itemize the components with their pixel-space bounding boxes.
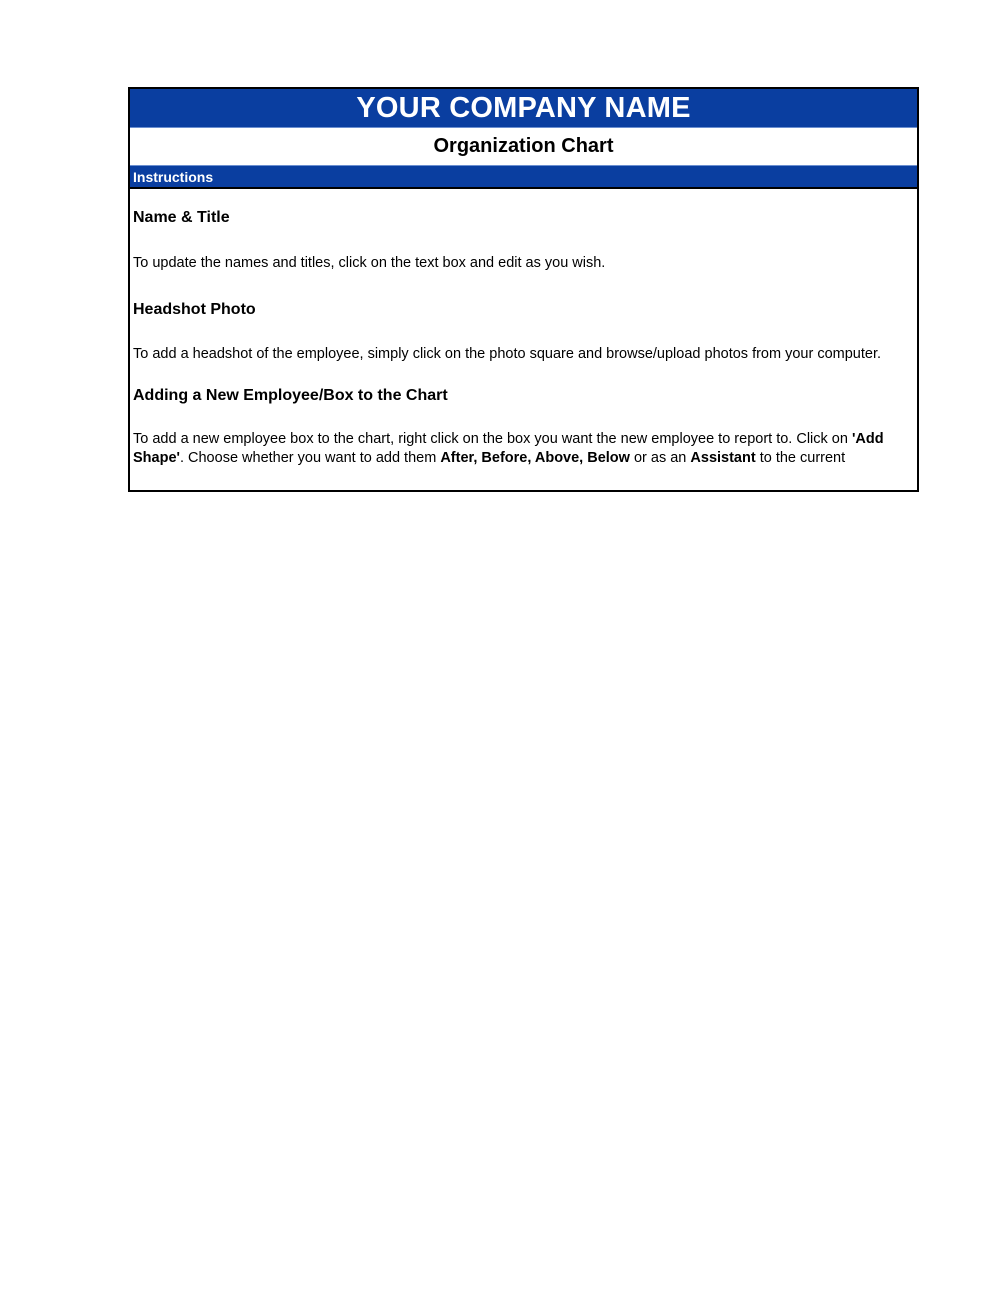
section-text-add-employee-line1 [133,429,884,449]
instructions-header [130,166,917,189]
section-heading-headshot: Headshot Photo [133,301,256,318]
text: or as an [629,450,691,466]
text: . Choose whether you want to add them [179,450,441,466]
text: to the current [755,450,846,466]
document-title-band [130,128,917,166]
company-name-banner [130,89,917,128]
bold-text: 'Add [851,431,884,447]
instructions-sheet [128,87,919,492]
section-text-name-title: To update the names and titles, click on the text box and edit as you wish. [133,255,606,271]
company-name[interactable]: YOUR COMPANY NAME [356,91,691,124]
section-heading-add-employee: Adding a New Employee/Box to the Chart [133,387,448,404]
section-text-headshot: To add a headshot of the employee, simply click on the photo square and browse/upload photos from your computer. [133,346,882,362]
bold-text: Assistant [690,450,756,466]
document-title: Organization Chart [433,135,614,157]
text: To add a new employee box to the chart, right click on the box you want the new employee to report to. Click on [133,431,852,447]
bold-text: After, Before, Above, Below [440,450,630,466]
bold-text: Shape' [133,450,180,466]
instructions-label: Instructions [133,168,214,185]
section-heading-name-title: Name & Title [133,209,230,226]
section-text-add-employee-line2 [133,448,845,468]
